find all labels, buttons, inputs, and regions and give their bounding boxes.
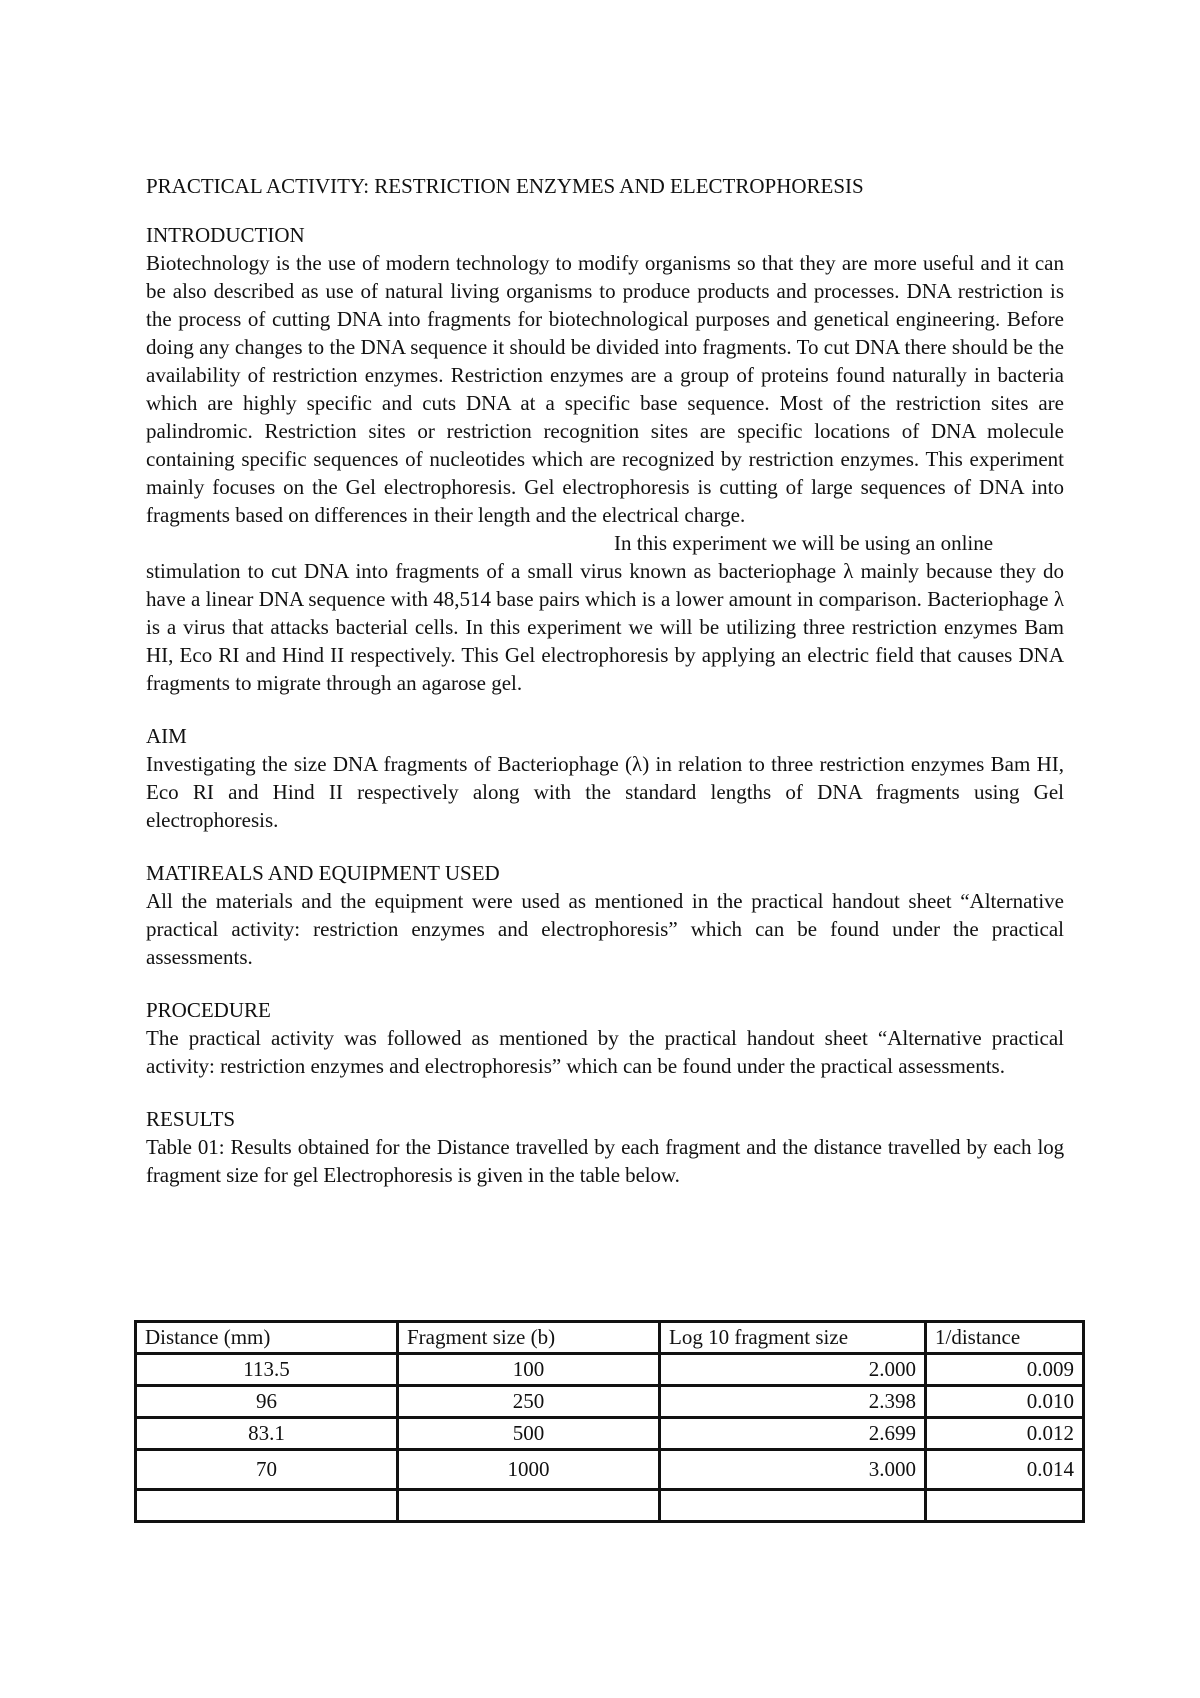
cell-distance: 83.1	[136, 1418, 398, 1450]
header-fragment-size: Fragment size (b)	[398, 1322, 660, 1354]
table-row	[136, 1450, 1084, 1490]
cell-inverse-distance: 0.010	[926, 1386, 1084, 1418]
cell-fragment-size: 1000	[398, 1450, 660, 1490]
procedure-text: The practical activity was followed as mentioned by the practical handout sheet “Alternative practical activity: restriction enzymes and electrophoresis” which can be found under the practical assessments.	[146, 1026, 1064, 1078]
table-header-row	[136, 1322, 1084, 1354]
cell-log-fragment-size: 3.000	[660, 1450, 926, 1490]
introduction-paragraph-2-first-line: In this experiment we will be using an online	[614, 531, 994, 555]
cell-distance: 70	[136, 1450, 398, 1490]
cell-empty	[136, 1490, 398, 1522]
cell-log-fragment-size: 2.398	[660, 1386, 926, 1418]
cell-distance: 113.5	[136, 1354, 398, 1386]
table-row-empty	[136, 1490, 1084, 1522]
cell-fragment-size: 250	[398, 1386, 660, 1418]
cell-empty	[926, 1490, 1084, 1522]
introduction-paragraph-2: stimulation to cut DNA into fragments of a small virus known as bacteriophage λ mainly because they do have a linear DNA sequence with 48,514 base pairs which is a lower amount in comparison. Bacteriophage λ is a virus that attacks bacterial cells. In this experiment we will be utilizing three restriction enzymes Bam HI, Eco RI and Hind II respectively. This Gel electrophoresis by applying an electric field that causes DNA fragments to migrate through an agarose gel.	[146, 559, 1064, 695]
cell-empty	[398, 1490, 660, 1522]
cell-fragment-size: 100	[398, 1354, 660, 1386]
table-row	[136, 1354, 1084, 1386]
aim-text: Investigating the size DNA fragments of Bacteriophage (λ) in relation to three restriction enzymes Bam HI, Eco RI and Hind II respectively along with the standard lengths of DNA fragments using Gel electrophoresis.	[146, 752, 1064, 832]
table-row	[136, 1418, 1084, 1450]
introduction-paragraph-1: Biotechnology is the use of modern technology to modify organisms so that they are more useful and it can be also described as use of natural living organisms to produce products and processes. DNA restriction is the process of cutting DNA into fragments for biotechnological purposes and genetical engineering. Before doing any changes to the DNA sequence it should be divided into fragments. To cut DNA there should be the availability of restriction enzymes. Restriction enzymes are a group of proteins found naturally in bacteria which are highly specific and cuts DNA at a specific base sequence. Most of the restriction sites are palindromic. Restriction sites or restriction recognition sites are specific locations of DNA molecule containing specific sequences of nucleotides which are recognized by restriction enzymes. This experiment mainly focuses on the Gel electrophoresis. Gel electrophoresis is cutting of large sequences of DNA into fragments based on differences in their length and the electrical charge.	[146, 251, 1064, 527]
procedure-heading: PROCEDURE	[146, 998, 271, 1022]
results-heading: RESULTS	[146, 1107, 236, 1131]
results-table	[134, 1320, 1085, 1523]
introduction-heading: INTRODUCTION	[146, 223, 305, 247]
table-row	[136, 1386, 1084, 1418]
cell-log-fragment-size: 2.000	[660, 1354, 926, 1386]
cell-inverse-distance: 0.014	[926, 1450, 1084, 1490]
materials-text: All the materials and the equipment were used as mentioned in the practical handout sheet “Alternative practical activity: restriction enzymes and electrophoresis” which can be found under the practical assessments.	[146, 889, 1064, 969]
materials-heading: MATIREALS AND EQUIPMENT USED	[146, 861, 500, 885]
table-caption: Table 01: Results obtained for the Distance travelled by each fragment and the distance travelled by each log fragment size for gel Electrophoresis is given in the table below.	[146, 1135, 1064, 1187]
cell-log-fragment-size: 2.699	[660, 1418, 926, 1450]
header-inverse-distance: 1/distance	[926, 1322, 1084, 1354]
document-title: PRACTICAL ACTIVITY: RESTRICTION ENZYMES AND ELECTROPHORESIS	[146, 174, 864, 198]
document-body	[146, 172, 1064, 1189]
cell-distance: 96	[136, 1386, 398, 1418]
cell-empty	[660, 1490, 926, 1522]
cell-fragment-size: 500	[398, 1418, 660, 1450]
header-distance: Distance (mm)	[136, 1322, 398, 1354]
cell-inverse-distance: 0.012	[926, 1418, 1084, 1450]
aim-heading: AIM	[146, 724, 187, 748]
header-log-fragment-size: Log 10 fragment size	[660, 1322, 926, 1354]
cell-inverse-distance: 0.009	[926, 1354, 1084, 1386]
